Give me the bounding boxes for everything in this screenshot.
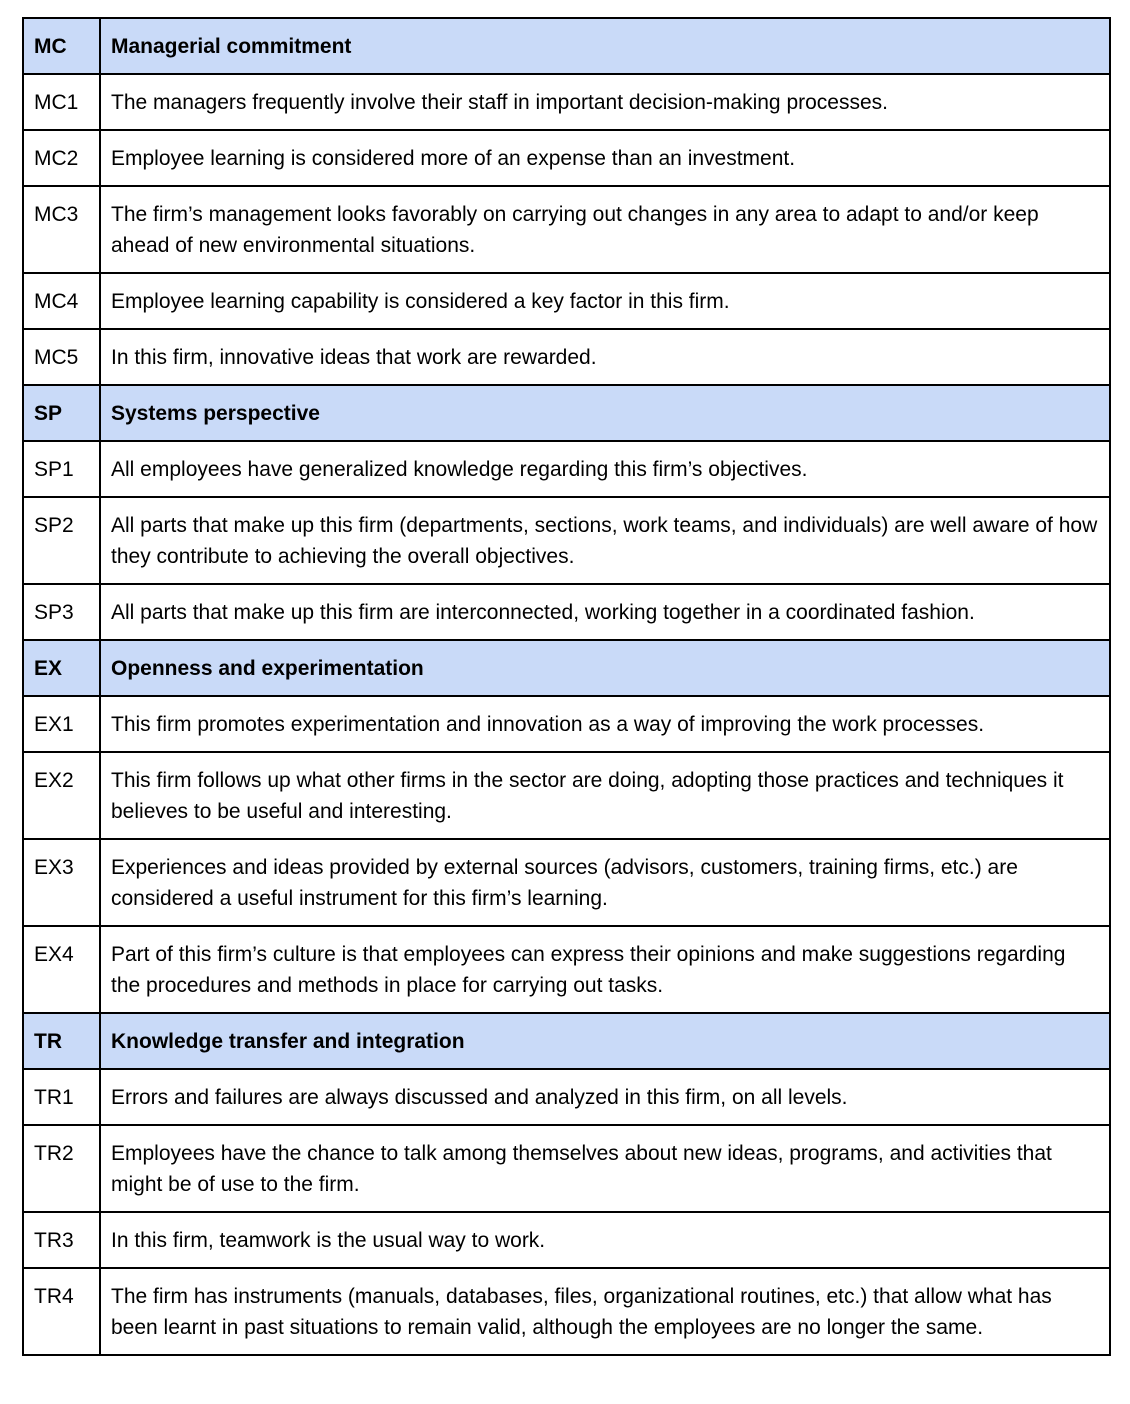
item-code: SP2	[23, 497, 100, 584]
item-code: MC5	[23, 329, 100, 385]
item-text: Employee learning capability is considered a key factor in this firm.	[100, 273, 1110, 329]
item-code: MC4	[23, 273, 100, 329]
item-text: This firm promotes experimentation and innovation as a way of improving the work processes.	[100, 696, 1110, 752]
section-header-row	[23, 18, 1110, 74]
item-code: SP1	[23, 441, 100, 497]
table-body	[23, 18, 1110, 1355]
section-code: EX	[23, 640, 100, 696]
section-title: Managerial commitment	[100, 18, 1110, 74]
section-header-row	[23, 640, 1110, 696]
item-text: All parts that make up this firm (departments, sections, work teams, and individuals) are well aware of how they contribute to achieving the overall objectives.	[100, 497, 1110, 584]
table-row	[23, 329, 1110, 385]
item-code: TR4	[23, 1268, 100, 1355]
table-row	[23, 926, 1110, 1013]
item-code: MC3	[23, 186, 100, 273]
table-row	[23, 273, 1110, 329]
section-code: MC	[23, 18, 100, 74]
item-text: The managers frequently involve their staff in important decision-making processes.	[100, 74, 1110, 130]
table-row	[23, 752, 1110, 839]
item-code: SP3	[23, 584, 100, 640]
item-text: All employees have generalized knowledge regarding this firm’s objectives.	[100, 441, 1110, 497]
section-header-row	[23, 1013, 1110, 1069]
table-row	[23, 839, 1110, 926]
item-text: In this firm, teamwork is the usual way to work.	[100, 1212, 1110, 1268]
item-text: All parts that make up this firm are interconnected, working together in a coordinated fashion.	[100, 584, 1110, 640]
table-row	[23, 186, 1110, 273]
item-code: EX4	[23, 926, 100, 1013]
table-row	[23, 1069, 1110, 1125]
section-header-row	[23, 385, 1110, 441]
item-code: TR2	[23, 1125, 100, 1212]
item-text: The firm’s management looks favorably on carrying out changes in any area to adapt to and/or keep ahead of new environmental situations.	[100, 186, 1110, 273]
section-code: TR	[23, 1013, 100, 1069]
item-text: Errors and failures are always discussed and analyzed in this firm, on all levels.	[100, 1069, 1110, 1125]
table-row	[23, 130, 1110, 186]
section-code: SP	[23, 385, 100, 441]
table-row	[23, 497, 1110, 584]
table-row	[23, 584, 1110, 640]
item-text: In this firm, innovative ideas that work are rewarded.	[100, 329, 1110, 385]
section-title: Knowledge transfer and integration	[100, 1013, 1110, 1069]
table-row	[23, 1125, 1110, 1212]
item-code: MC1	[23, 74, 100, 130]
section-title: Openness and experimentation	[100, 640, 1110, 696]
section-title: Systems perspective	[100, 385, 1110, 441]
table-row	[23, 74, 1110, 130]
item-text: Employees have the chance to talk among themselves about new ideas, programs, and activities that might be of use to the firm.	[100, 1125, 1110, 1212]
table-row	[23, 1268, 1110, 1355]
table-row	[23, 696, 1110, 752]
item-code: EX1	[23, 696, 100, 752]
item-text: The firm has instruments (manuals, databases, files, organizational routines, etc.) that allow what has been learnt in past situations to remain valid, although the employees are no longer the same.	[100, 1268, 1110, 1355]
item-text: Experiences and ideas provided by external sources (advisors, customers, training firms, etc.) are considered a useful instrument for this firm’s learning.	[100, 839, 1110, 926]
item-code: EX2	[23, 752, 100, 839]
item-text: Employee learning is considered more of an expense than an investment.	[100, 130, 1110, 186]
item-code: MC2	[23, 130, 100, 186]
table-row	[23, 441, 1110, 497]
item-code: TR1	[23, 1069, 100, 1125]
table-row	[23, 1212, 1110, 1268]
scale-items-table	[22, 17, 1111, 1356]
item-code: TR3	[23, 1212, 100, 1268]
item-text: This firm follows up what other firms in the sector are doing, adopting those practices and techniques it believes to be useful and interesting.	[100, 752, 1110, 839]
item-text: Part of this firm’s culture is that employees can express their opinions and make suggestions regarding the procedures and methods in place for carrying out tasks.	[100, 926, 1110, 1013]
item-code: EX3	[23, 839, 100, 926]
